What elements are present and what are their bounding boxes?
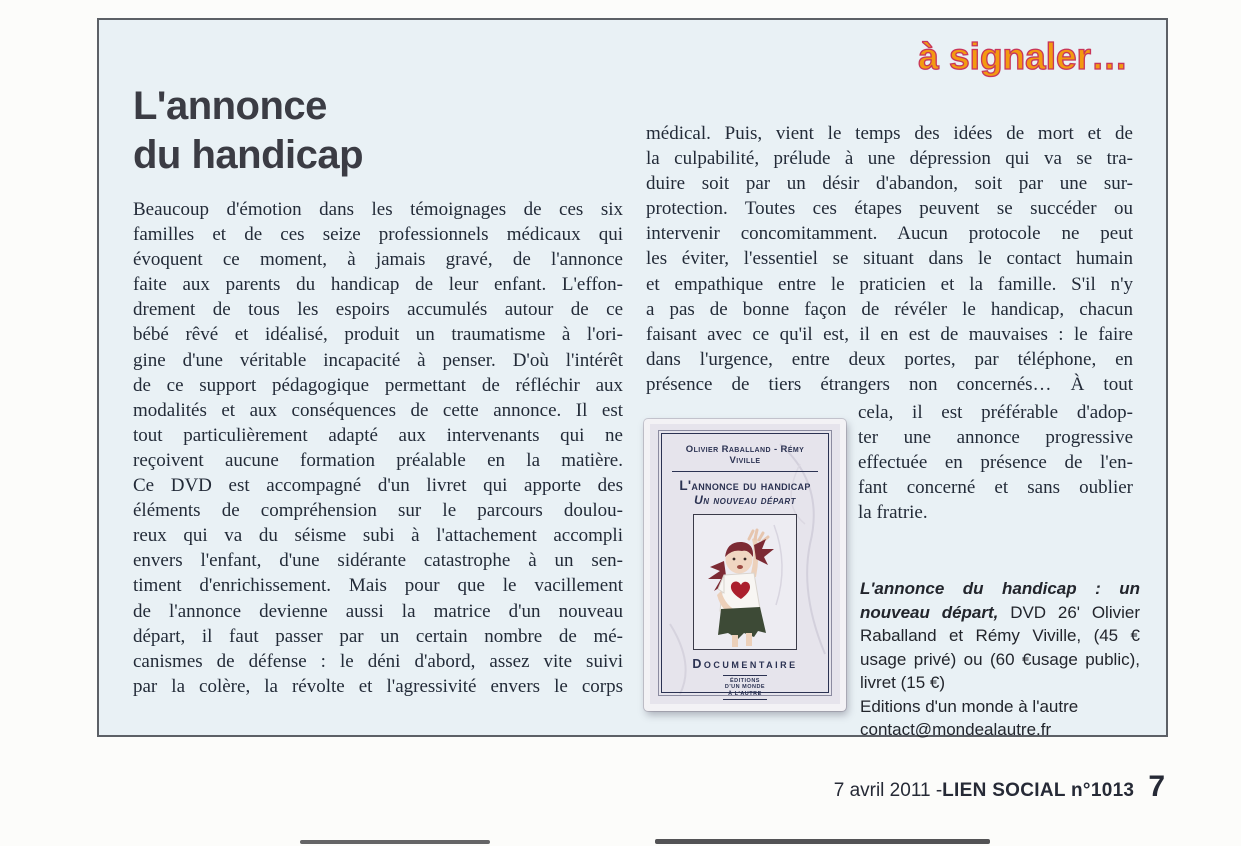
dvd-title: L'annonce du handicap [679, 478, 811, 493]
text-line: et empathique entre le praticien et la famille. S'il n'y [646, 273, 1133, 295]
caption-contact-email: contact@mondealautre.fr [860, 720, 1052, 739]
dvd-illustration [693, 514, 797, 650]
article-title-line1: L'annonce [133, 84, 327, 128]
article-title-line2: du handicap [133, 133, 364, 177]
text-line: Beaucoup d'émotion dans les témoignages de ces six [133, 199, 623, 220]
text-line: de ce support pédagogique permettant de réfléchir aux [133, 374, 623, 396]
section-label: à signaler… [918, 36, 1128, 77]
publisher-line: ÉDITIONS [730, 677, 760, 684]
dvd-caption [860, 577, 1140, 742]
page-footer [834, 770, 1165, 804]
text-line: reçoivent aucune formation préalable en la matière. [133, 449, 623, 471]
dvd-cover-face [650, 424, 840, 704]
text-line: bébé rêvé et idéalisé, produit un traumatisme à l'ori- [133, 324, 623, 346]
text-line: les éviter, l'essentiel se situant dans le contact humain [646, 248, 1133, 270]
text-line: tout particulièrement adapté aux intervenants qui ne [133, 424, 623, 446]
article-title [133, 82, 363, 180]
text-line: médical. Puis, vient le temps des idées de mort et de [646, 123, 1133, 144]
text-line: présence de tiers étrangers non concernés… À tout [646, 373, 1133, 395]
text-line: canismes de défense : le déni d'abord, assez vite suivi [133, 650, 623, 672]
article-left-column [133, 197, 623, 699]
dvd-authors: Olivier Raballand - Rémy Viville [672, 444, 818, 472]
dvd-cover-frame [661, 433, 829, 697]
caption-title: L'annonce du handicap : un nouveau départ, [860, 579, 1140, 622]
dvd-genre-label: Documentaire [692, 657, 798, 671]
publisher-line: À L'AUTRE [728, 690, 762, 697]
text-line: intervenir concomitamment. Aucun protocole ne peut [646, 223, 1133, 245]
text-line: par la colère, la révolte et l'agressivité envers le corps [133, 675, 623, 697]
dvd-cover [644, 419, 846, 711]
caption-details: DVD 26' Olivier Raballand et Rémy Viville, (45 € usage privé) ou (60 €usage public), livret (15 €) [860, 602, 1140, 692]
text-line: gine d'une véritable incapacité à penser. D'où l'intérêt [133, 349, 623, 371]
text-line: envers l'enfant, d'une sidérante catastrophe à un sen- [133, 550, 623, 572]
text-line: drement de tous les espoirs accumulés autour de ce [133, 299, 623, 321]
footer-magazine-title: LIEN SOCIAL n°1013 [942, 780, 1135, 801]
text-line: familles et de ces seize professionnels médicaux qui [133, 224, 623, 246]
text-line: faisant avec ce qu'il est, il en est de mauvaises : le faire [646, 323, 1133, 345]
text-line: cela, il est préférable d'adop- [858, 402, 1133, 423]
scan-artifact-bar [300, 840, 490, 844]
text-line: dans l'urgence, entre deux portes, par téléphone, en [646, 348, 1133, 370]
text-line: reux qui va du séisme subi à l'attachement accompli [133, 525, 623, 547]
text-line: timent d'enrichissement. Mais pour que le vacillement [133, 575, 623, 597]
article-right-column-wrap [858, 400, 1133, 525]
text-line: modalités et aux conséquences de cette annonce. Il est [133, 399, 623, 421]
text-line: protection. Toutes ces étapes peuvent se succéder ou [646, 198, 1133, 220]
scan-artifact-bar [655, 839, 990, 844]
text-line: évoquent ce moment, à jamais gravé, de l'annonce [133, 249, 623, 271]
publisher-logo [723, 675, 767, 700]
text-line: faite aux parents du handicap de leur enfant. L'effon- [133, 274, 623, 296]
text-line: de l'annonce devienne aussi la matrice d'un nouveau [133, 600, 623, 622]
text-line: éléments de compréhension sur le parcours doulou- [133, 500, 623, 522]
text-line: Ce DVD est accompagné d'un livret qui apporte des [133, 475, 623, 497]
text-line: départ, il faut passer par un certain nombre de mé- [133, 625, 623, 647]
girl-illustration [694, 515, 796, 649]
text-line: a pas de bonne façon de révéler le handicap, chacun [646, 298, 1133, 320]
article-right-column [646, 121, 1133, 397]
footer-page-number: 7 [1148, 770, 1165, 803]
text-line: effectuée en présence de l'en- [858, 452, 1133, 474]
caption-publisher: Editions d'un monde à l'autre [860, 696, 1079, 716]
footer-date: 7 avril 2011 - [833, 780, 943, 801]
text-line: duire soit par un désir d'abandon, soit par une sur- [646, 173, 1133, 195]
publisher-line: D'UN MONDE [724, 684, 766, 690]
text-line: la culpabilité, prélude à une dépression qui va se tra- [646, 148, 1133, 170]
text-line: fant concerné et sans oublier [858, 477, 1133, 499]
dvd-subtitle: Un nouveau départ [694, 493, 796, 507]
text-line: ter une annonce progressive [858, 427, 1133, 449]
text-line: la fratrie. [858, 502, 928, 524]
